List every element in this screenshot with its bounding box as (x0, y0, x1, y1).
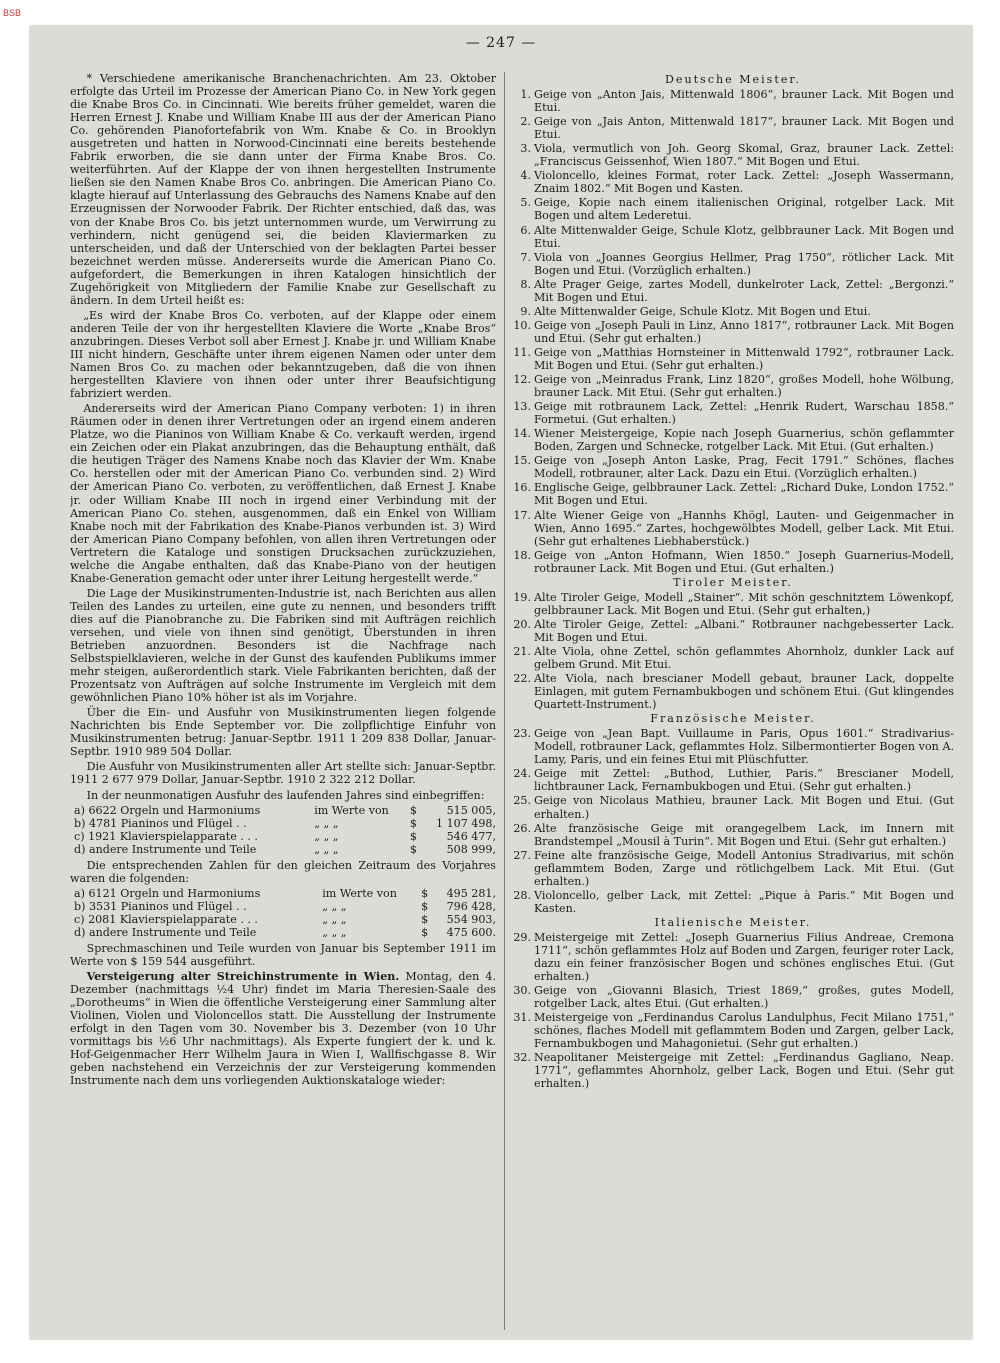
item-number: 4. (520, 169, 531, 183)
right-column (512, 72, 954, 1330)
library-stamp: BSB (3, 8, 22, 18)
item-text: Violoncello, kleines Format, roter Lack. Zettel: „Joseph Wassermann, Znaim 1802.“ Mit Bogen und Kasten. (534, 169, 954, 196)
item-number: 27. (513, 848, 531, 862)
item-text: Alte französische Geige mit orangegelbem Lack, im Innern mit Brandstempel „Mousil à Turin“. Mit Bogen und Etui. (Sehr gut erhalten.) (534, 821, 954, 848)
list-item (512, 115, 954, 141)
instrument-list (512, 727, 954, 915)
table-row: a) 6121 Orgeln und Harmoniums im Werte von $ 495 281, (74, 886, 496, 900)
list-item (512, 889, 954, 915)
item-text: Alte Tiroler Geige, Zettel: „Albani.“ Rotbrauner nachgebesserter Lack. Mit Bogen und Etui. (534, 617, 954, 644)
item-number: 23. (513, 727, 531, 741)
list-item (512, 822, 954, 848)
item-number: 29. (513, 930, 531, 944)
article-talking-machines: Sprechmaschinen und Teile wurden von Januar bis September 1911 im Werte von $ 159 544 ausgeführt. (70, 941, 496, 968)
item-number: 17. (513, 508, 531, 522)
list-item (512, 305, 954, 318)
item-number: 8. (520, 277, 531, 291)
item-text: Geige mit rotbraunem Lack, Zettel: „Henrik Rudert, Warschau 1858.“ Formetui. (Gut erhalten.) (534, 400, 954, 427)
article-export: Die Ausfuhr von Musikinstrumenten aller Art stellte sich: Januar-Septbr. 1911 2 677 979 Dollar, Januar-Septbr. 1910 2 322 212 Dollar. (70, 760, 496, 787)
item-number: 19. (513, 590, 531, 604)
item-text: Alte Prager Geige, zartes Modell, dunkelroter Lack, Zettel: „Bergonzi.“ Mit Bogen und Etui. (534, 277, 954, 304)
column-divider (504, 72, 505, 1330)
table-row: a) 6622 Orgeln und Harmoniums im Werte von $ 515 005, (74, 803, 496, 817)
item-text: Geige von „Matthias Hornsteiner in Mittenwald 1792“, rotbrauner Lack. Mit Bogen und Etui. (Sehr gut erhalten.) (534, 345, 954, 372)
list-item (512, 373, 954, 399)
list-item (512, 645, 954, 671)
article-industry-situation: Die Lage der Musikinstrumenten-Industrie ist, nach Berichten aus allen Teilen des Landes zu urteilen, eine gute zu nennen, und besonders trifft dies auf die Pianobranche zu. Die Fabriken sind mit Aufträgen reichlich versehen, und viele von ihnen sind genötigt, Überstunden in ihren Betrieben anzuordnen. Besonders ist die Nachfrage nach Selbstspielklavieren, welche in der Gunst des kaufenden Publikums immer mehr steigen, außerordentlich stark. Viele Fabrikanten berichten, daß der Prozentsatz von Aufträgen auf solche Instrumente im Vergleich mit dem gewöhnlichen Piano 10% höher ist als im Vorjahre. (70, 586, 496, 705)
item-number: 24. (513, 767, 531, 781)
list-item (512, 346, 954, 372)
item-number: 13. (513, 400, 531, 414)
auction-heading: Versteigerung alter Streichinstrumente in Wien. (86, 969, 400, 983)
item-text: Viola von „Joannes Georgius Hellmer, Prag 1750“, rötlicher Lack. Mit Bogen und Etui. (Vorzüglich erhalten.) (534, 250, 954, 277)
item-text: Violoncello, gelber Lack, mit Zettel: „Pique à Paris.“ Mit Bogen und Kasten. (534, 888, 954, 915)
item-number: 7. (520, 250, 531, 264)
item-text: Geige von Nicolaus Mathieu, brauner Lack. Mit Bogen und Etui. (Gut erhalten.) (534, 794, 954, 821)
article-export-intro: In der neunmonatigen Ausfuhr des laufenden Jahres sind einbegriffen: (86, 788, 485, 802)
list-item (512, 142, 954, 168)
item-text: Alte Viola, nach brescianer Modell gebaut, brauner Lack, doppelte Einlagen, mit gutem Fernambukbogen und schönem Etui. (Gut klingendes Quartett-Instrument.) (534, 672, 954, 712)
list-item (512, 454, 954, 480)
table-row: c) 2081 Klavierspielapparate . . . „ „ „ $ 554 903, (74, 912, 496, 926)
instrument-list (512, 591, 954, 711)
item-text: Geige von „Jean Bapt. Vuillaume in Paris, Opus 1601.“ Stradivarius-Modell, rotbrauner Lack, geflammtes Holz. Silbermontierter Bogen von A. Lamy, Paris, und ein feines Etui mit Plüschfutter. (534, 727, 954, 767)
item-number: 3. (520, 142, 531, 156)
list-item (512, 767, 954, 793)
item-text: Alte Mittenwalder Geige, Schule Klotz, gelbbrauner Lack. Mit Bogen und Etui. (534, 223, 954, 250)
left-column (70, 72, 496, 1330)
newspaper-page (30, 26, 972, 1339)
section-heading: Französische Meister. (650, 712, 816, 726)
page-number: — 247 — (465, 35, 537, 51)
list-item (512, 591, 954, 617)
list-item (512, 984, 954, 1010)
list-item (512, 794, 954, 820)
list-item (512, 196, 954, 222)
list-item (512, 251, 954, 277)
item-number: 11. (513, 345, 531, 359)
list-item (512, 1011, 954, 1050)
item-text: Geige von „Anton Hofmann, Wien 1850.“ Joseph Guarnerius-Modell, rotbrauner Lack. Mit Bogen und Etui. (Gut erhalten.) (534, 548, 954, 575)
list-item (512, 169, 954, 195)
table-row: d) andere Instrumente und Teile „ „ „ $ 508 999, (74, 842, 496, 856)
auction-text: Montag, den 4. Dezember (nachmittags ½4 Uhr) findet im Maria Theresien-Saale des „Dorotheums“ in Wien die öffentliche Versteigerung einer Sammlung alter Violinen, Violen und Violoncellos statt. Die Ausstellung der Instrumente erfolgt in den Tagen vom 30. November bis 3. Dezember (von 10 Uhr vormittags bis ½6 Uhr nachmittags). Als Experte fungiert der k. und k. Hof-Geigenmacher Herr Wilhelm Jaura in Wien I, Wallfischgasse 8. Wir geben nachstehend ein Verzeichnis der zur Versteigerung kommenden Instrumente nach dem uns vorliegenden Auktionskataloge wieder: (70, 969, 496, 1088)
item-number: 28. (513, 888, 531, 902)
table-row: c) 1921 Klavierspielapparate . . . „ „ „ $ 546 477, (74, 829, 496, 843)
item-number: 30. (513, 984, 531, 998)
table-row: d) andere Instrumente und Teile „ „ „ $ 475 600. (74, 925, 496, 939)
item-number: 25. (513, 794, 531, 808)
item-text: Alte Mittenwalder Geige, Schule Klotz. Mit Bogen und Etui. (534, 304, 871, 318)
item-number: 12. (513, 373, 531, 387)
list-item (512, 400, 954, 426)
verdict-quote-1: „Es wird der Knabe Bros Co. verboten, auf der Klappe oder einem anderen Teile der von ihr hergestellten Klaviere die Worte „Knabe Bros“ anzubringen. Dieses Verbot soll aber Ernest J. Knabe jr. und William Knabe III nicht hindern, Geschäfte unter ihrem eigenen Namen oder unter dem Namen Bros Co. zu machen oder bekanntzugeben, daß die von ihnen hergestellten Klaviere von ihnen oder unter ihrer Beaufsichtigung fabriziert werden. (70, 308, 496, 401)
item-text: Feine alte französische Geige, Modell Antonius Stradivarius, mit schön geflammtem Boden, Zarge und rötlichgelbem Lack. Mit Etui. (Gut erhalten.) (534, 848, 954, 888)
item-number: 10. (513, 318, 531, 332)
item-text: Geige, Kopie nach einem italienischen Original, rotgelber Lack. Mit Bogen und altem Lederetui. (534, 196, 954, 223)
instrument-list (512, 931, 954, 1091)
list-item (512, 849, 954, 888)
article-auction-vienna (70, 970, 496, 1087)
item-number: 16. (513, 481, 531, 495)
item-text: Geige von „Joseph Anton Laske, Prag, Fecit 1791.“ Schönes, flaches Modell, rotbrauner, alter Lack. Dazu ein Etui. (Vorzüglich erhalten.) (534, 454, 954, 481)
list-item (512, 672, 954, 711)
instrument-list (512, 88, 954, 575)
item-text: Neapolitaner Meistergeige mit Zettel: „Ferdinandus Gagliano, Neap. 1771“, geflammtes Ahornholz, gelber Lack, Bogen und Etui. (Sehr gut erhalten.) (534, 1051, 954, 1091)
list-item (512, 727, 954, 766)
list-item (512, 481, 954, 507)
list-item (512, 224, 954, 250)
item-number: 32. (513, 1051, 531, 1065)
item-text: Alte Wiener Geige von „Hannhs Khögl, Lauten- und Geigenmacher in Wien, Anno 1695.“ Zartes, hochgewölbtes Modell, gelber Lack. Mit Etui. (Sehr gut erhaltenes Liebhaberstück.) (534, 508, 954, 548)
item-text: Geige von „Giovanni Blasich, Triest 1869,“ großes, gutes Modell, rotgelber Lack, altes Etui. (Gut erhalten.) (534, 984, 954, 1011)
section-heading: Italienische Meister. (654, 915, 812, 929)
item-text: Geige von „Joseph Pauli in Linz, Anno 1817“, rotbrauner Lack. Mit Bogen und Etui. (Sehr gut erhalten.) (534, 318, 954, 345)
item-number: 5. (520, 196, 531, 210)
item-text: Meistergeige mit Zettel: „Joseph Guarnerius Filius Andreae, Cremona 1711“, schön geflammtes Holz auf Boden und Zargen, feuriger roter Lack, dazu ein feiner französischer Bogen und schönes englisches Etui. (Gut erhalten.) (534, 930, 954, 984)
list-item (512, 427, 954, 453)
table-row: b) 3531 Pianinos und Flügel . . „ „ „ $ 796 428, (74, 899, 496, 913)
list-item (512, 618, 954, 644)
list-item (512, 549, 954, 575)
export-table-1911 (70, 804, 496, 856)
item-text: Geige von „Anton Jais, Mittenwald 1806“, brauner Lack. Mit Bogen und Etui. (534, 88, 954, 115)
item-number: 20. (513, 617, 531, 631)
item-number: 15. (513, 454, 531, 468)
item-number: 22. (513, 672, 531, 686)
list-item (512, 931, 954, 983)
item-text: Englische Geige, gelbbrauner Lack. Zettel: „Richard Duke, London 1752.“ Mit Bogen und Etui. (534, 481, 954, 508)
section-heading: Tiroler Meister. (673, 575, 793, 589)
item-text: Geige mit Zettel: „Buthod, Luthier, Paris.“ Brescianer Modell, lichtbrauner Lack, Fernambukbogen und Etui. (Sehr gut erhalten.) (534, 767, 954, 794)
list-item (512, 1051, 954, 1090)
item-text: Meistergeige von „Ferdinandus Carolus Landulphus, Fecit Milano 1751,“ schönes, flaches Modell mit geflammtem Boden und Zargen, gelber Lack, Fernambukbogen und Mahagonietui. (Sehr gut erhalten.) (534, 1011, 954, 1051)
item-text: Viola, vermutlich von Joh. Georg Skomal, Graz, brauner Lack. Zettel: „Franciscus Geissenhof, Wien 1807.“ Mit Bogen und Etui. (534, 142, 954, 169)
article-american-news: * Verschiedene amerikanische Branchenachrichten. Am 23. Oktober erfolgte das Urteil im Prozesse der American Piano Co. in New York gegen die Knabe Bros Co. in Cincinnati. Wie bereits früher gemeldet, waren die Herren Ernest J. Knabe und William Knabe III aus der der American Piano Co. gehörenden Pianofortefabrik von Wm. Knabe & Co. in Brooklyn ausgetreten und hatten in Norwood-Cincinnati eine bereits bestehende Fabrik erworben, die sie dann unter der Firma Knabe Bros. Co. weiterführten. Auf der Klappe der von ihnen hergestellten Instrumente ließen sie den Namen Knabe Bros Co. anbringen. Die American Piano Co. klagte hierauf auf Unterlassung des Gebrauchs des Namens Knabe auf den Erzeugnissen der Norwooder Fabrik. Der Richter entschied, daß das, was von der Knabe Bros Co. bis jetzt unternommen wurde, um Verwirrung zu verhindern, nicht genügend sei, die beiden Klaviermarken zu unterscheiden, und daß der Unterschied von der beklagten Partei besser bezeichnet werden müsse. Andererseits wurde die American Piano Co. aufgefordert, die Bemerkungen in ihren Katalogen hinsichtlich der Zugehörigkeit von Mitgliedern der Familie Knabe zur Gesellschaft zu ändern. In dem Urteil heißt es: (70, 72, 496, 307)
item-text: Alte Tiroler Geige, Modell „Stainer“. Mit schön geschnitztem Löwenkopf, gelbbrauner Lack. Mit Bogen und Etui. (Sehr gut erhalten,) (534, 590, 954, 617)
list-item (512, 88, 954, 114)
item-number: 2. (520, 115, 531, 129)
export-table-1910 (70, 887, 496, 939)
item-number: 14. (513, 427, 531, 441)
list-item (512, 278, 954, 304)
item-number: 31. (513, 1011, 531, 1025)
section-heading: Deutsche Meister. (664, 73, 801, 86)
item-number: 1. (520, 88, 531, 102)
item-number: 18. (513, 548, 531, 562)
item-number: 6. (520, 223, 531, 237)
list-item (512, 509, 954, 548)
item-number: 9. (520, 304, 531, 318)
item-text: Alte Viola, ohne Zettel, schön geflammtes Ahornholz, dunkler Lack auf gelbem Grund. Mit Etui. (534, 644, 954, 672)
item-number: 21. (513, 644, 531, 658)
item-number: 26. (513, 821, 531, 835)
article-import: Über die Ein- und Ausfuhr von Musikinstrumenten liegen folgende Nachrichten bis Ende September vor. Die zollpflichtige Einfuhr von Musikinstrumenten betrug: Januar-Septbr. 1911 1 209 838 Dollar, Januar-Septbr. 1910 989 504 Dollar. (70, 706, 496, 759)
item-text: Geige von „Jais Anton, Mittenwald 1817“, brauner Lack. Mit Bogen und Etui. (534, 115, 954, 142)
table-row: b) 4781 Pianinos und Flügel . . „ „ „ $ 1 107 498, (74, 816, 496, 830)
item-text: Geige von „Meinradus Frank, Linz 1820“, großes Modell, hohe Wölbung, brauner Lack. Mit Etui. (Sehr gut erhalten.) (534, 373, 954, 400)
item-text: Wiener Meistergeige, Kopie nach Joseph Guarnerius, schön geflammter Boden, Zargen und Schnecke, rotgelber Lack. Mit Etui. (Gut erhalten.) (534, 427, 954, 454)
verdict-quote-2: Andererseits wird der American Piano Company verboten: 1) in ihren Räumen oder in denen ihrer Vertretungen oder an irgend einem anderen Platze, wo die Pianinos von William Knabe & Co. verkauft werden, irgend ein Zeichen oder ein Plakat anzubringen, das die Behauptung enthält, daß die heutigen Träger des Namens Knabe noch das Klavier der Wm. Knabe Co. herstellen oder mit der American Piano Co. verbunden sind. 2) Wird der American Piano Co. verboten, zu veröffentlichen, daß Ernest J. Knabe jr. oder William Knabe III noch in irgend einer Verbindung mit der American Piano Co. stehen, ausgenommen, daß ein Enkel von William Knabe noch mit der Fabrikation des Knabe-Pianos verbunden ist. 3) Wird der American Piano Company befohlen, von allen ihren Vertretungen oder Vertretern die Kataloge und sonstigen Drucksachen zurückzuziehen, welche die Angabe enthalten, daß das Knabe-Piano von der heutigen Knabe-Generation gemacht oder unter ihrer Leitung hergestellt werde.“ (70, 402, 496, 585)
list-item (512, 319, 954, 345)
article-previous-year-intro: Die entsprechenden Zahlen für den gleichen Zeitraum des Vorjahres waren die folgenden: (70, 858, 496, 885)
